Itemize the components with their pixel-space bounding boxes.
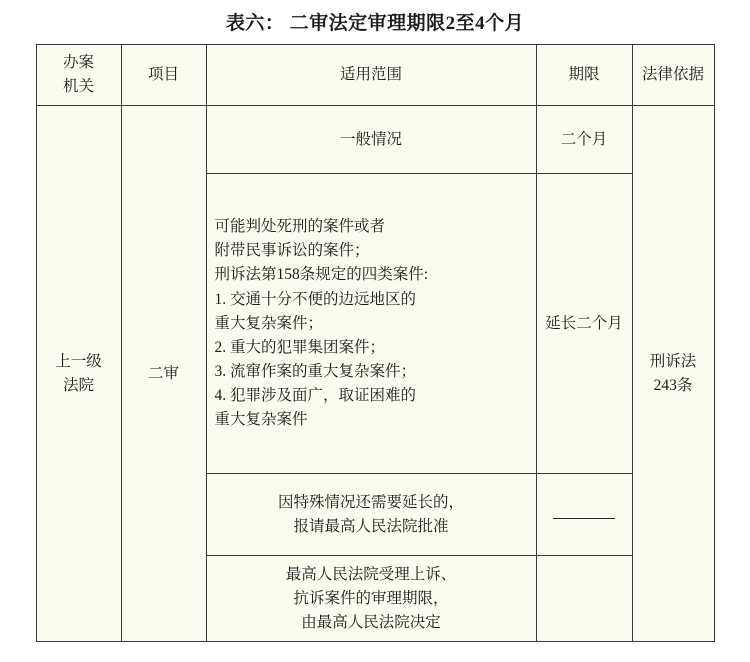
cell-law-line2: 243条	[653, 376, 693, 394]
legal-deadline-table	[36, 44, 715, 642]
scope-line: 3. 流窜作案的重大复杂案件；	[214, 362, 417, 380]
scope-line: 刑诉法第158条规定的四类案件:	[214, 266, 429, 284]
column-header-law: 法律依据	[632, 45, 714, 106]
scope-line: 1. 交通十分不便的边远地区的	[214, 290, 417, 308]
column-header-scope: 适用范围	[206, 45, 536, 106]
column-header-agency-line2: 机关	[62, 78, 94, 96]
cell-limit-general: 二个月	[536, 106, 632, 174]
column-header-agency	[36, 45, 121, 106]
column-header-item: 项目	[121, 45, 206, 106]
scope-line: 由最高人民法院决定	[301, 613, 441, 631]
column-header-agency-line1: 办案	[62, 54, 94, 71]
cell-scope-supreme-court	[206, 556, 536, 642]
column-header-limit: 期限	[536, 45, 632, 106]
cell-scope-extension-list	[206, 174, 536, 474]
scope-line: 附带民事诉讼的案件；	[214, 242, 370, 260]
scope-line: 因特殊情况还需要延长的，	[277, 493, 464, 511]
cell-agency-line1: 上一级	[55, 352, 102, 370]
cell-law-line1: 刑诉法	[649, 352, 697, 370]
table-header-row	[36, 45, 714, 106]
cell-agency-line2: 法院	[62, 376, 94, 394]
dash-placeholder	[553, 507, 615, 519]
cell-limit-extension: 延长二个月	[536, 174, 632, 474]
scope-line: 报请最高人民法院批准	[293, 517, 449, 535]
cell-scope-special-approval	[206, 474, 536, 556]
cell-limit-special	[536, 474, 632, 556]
scope-line: 可能判处死刑的案件或者	[214, 218, 386, 236]
scope-line: 重大复杂案件；	[214, 314, 324, 332]
page-title: 表六： 二审法定审理期限2至4个月	[225, 13, 525, 34]
cell-scope-general: 一般情况	[206, 106, 536, 174]
scope-line: 最高人民法院受理上诉、	[285, 565, 457, 583]
cell-agency	[36, 106, 121, 642]
cell-law-basis	[632, 106, 714, 642]
scope-line: 重大复杂案件	[214, 410, 308, 428]
table-row	[36, 106, 714, 174]
scope-line: 2. 重大的犯罪集团案件；	[214, 338, 386, 356]
scope-line: 抗诉案件的审理期限，	[293, 589, 449, 607]
cell-limit-supreme	[536, 556, 632, 642]
scope-line: 4. 犯罪涉及面广，取证困难的	[214, 386, 417, 404]
cell-item: 二审	[121, 106, 206, 642]
